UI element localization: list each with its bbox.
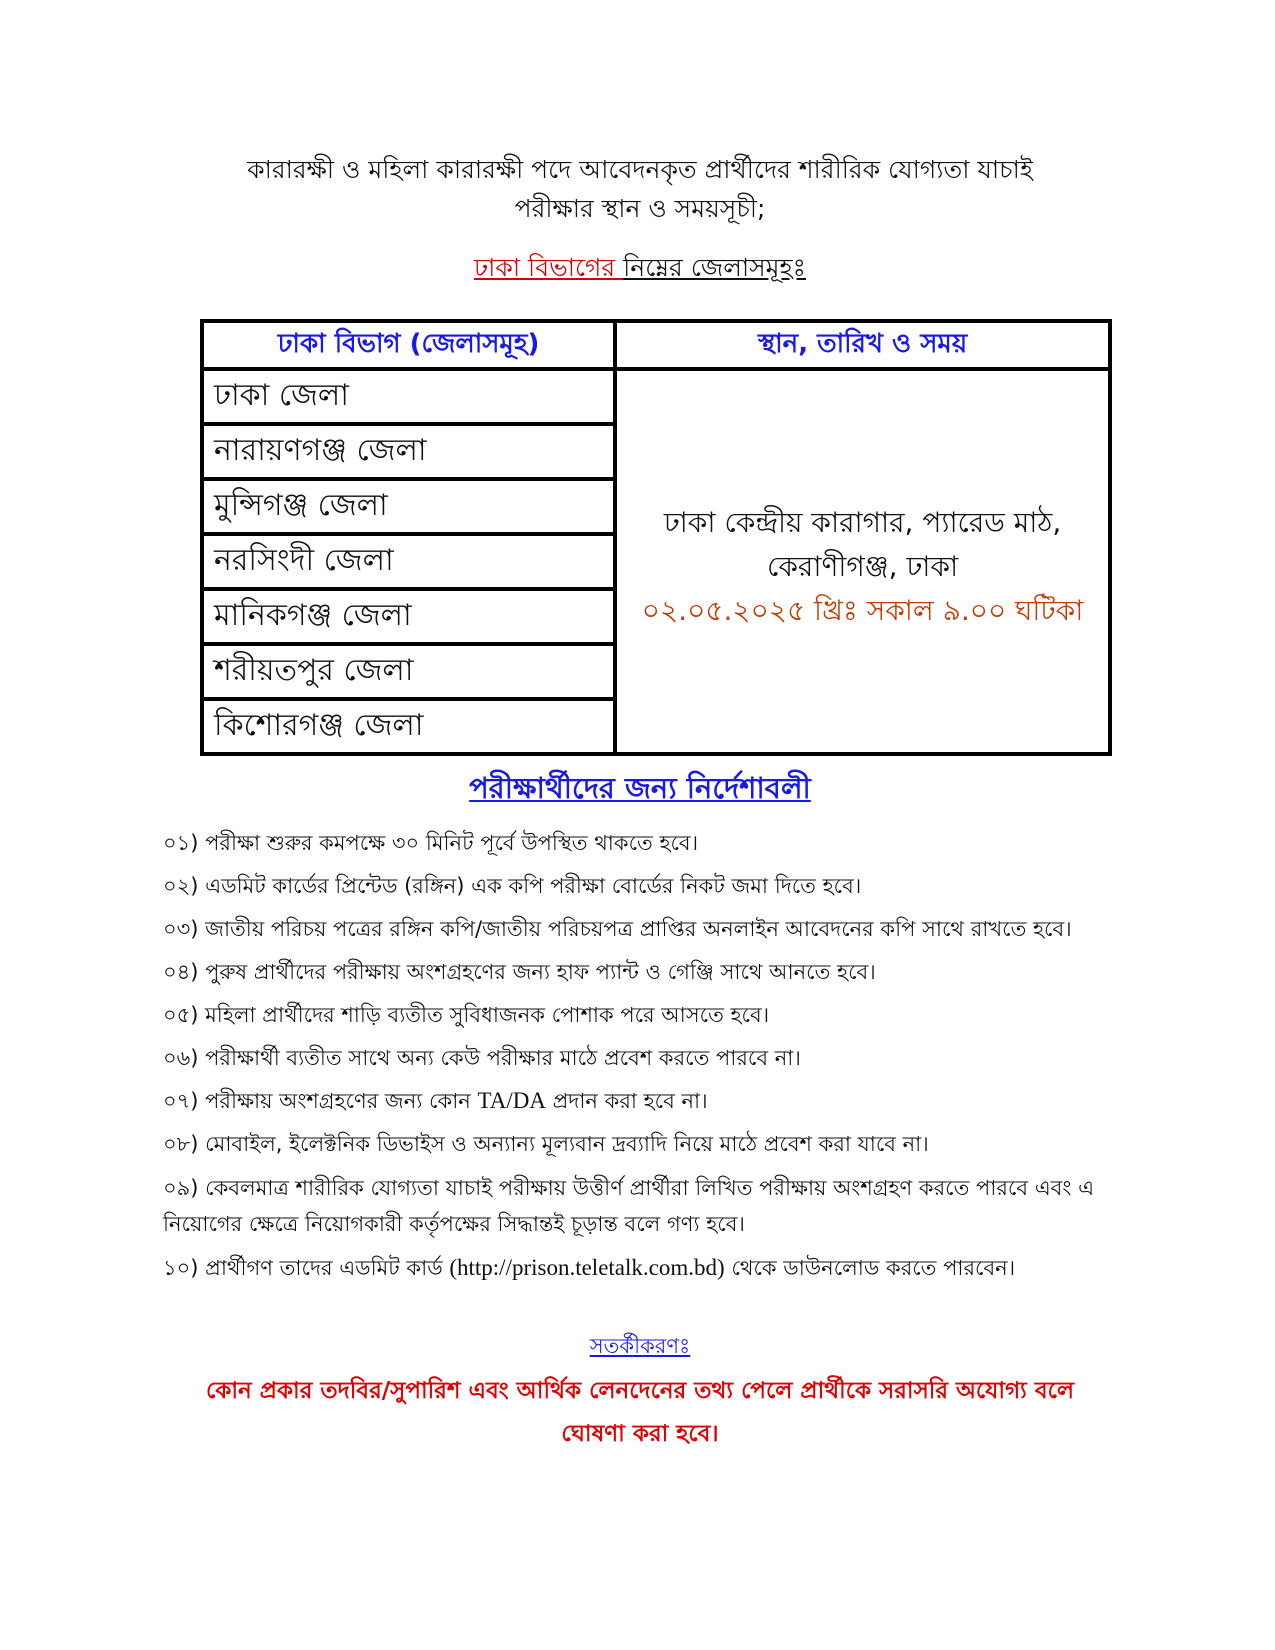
exam-datetime: ০২.০৫.২০২৫ খ্রিঃ সকাল ৯.০০ ঘটিকা xyxy=(641,593,1084,627)
item10-text-pre: ১০) প্রার্থীগণ তাদের এডমিট কার্ড xyxy=(163,1256,450,1280)
instructions-list xyxy=(163,826,1143,1294)
list-item: ০২) এডমিট কার্ডের প্রিন্টেড (রঙ্গিন) এক কপি পরীক্ষা বোর্ডের নিকট জমা দিতে হবে। xyxy=(163,874,862,898)
item7-tada: TA/DA xyxy=(477,1088,546,1113)
venue-line-2: কেরাণীগঞ্জ, ঢাকা xyxy=(766,549,959,583)
district-cell: মানিকগঞ্জ জেলা xyxy=(202,589,615,644)
division-heading-black: নিম্নের জেলাসমূহঃ xyxy=(623,253,807,282)
district-cell: মুন্সিগঞ্জ জেলা xyxy=(202,479,615,534)
venue-column-header: স্থান, তারিখ ও সময় xyxy=(615,321,1110,369)
table-row xyxy=(202,369,1110,424)
warning-text: কোন প্রকার তদবির/সুপারিশ এবং আর্থিক লেনদেনের তথ্য পেলে প্রার্থীকে সরাসরি অযোগ্য বলে ঘোষণা করা হবে। xyxy=(205,1378,1075,1447)
table-header-row xyxy=(202,321,1110,369)
item7-text-pre: ০৭) পরীক্ষায় অংশগ্রহণের জন্য কোন xyxy=(163,1089,478,1113)
venue-cell xyxy=(615,369,1110,754)
heading-line-2: পরীক্ষার স্থান ও সময়সূচী; xyxy=(514,194,766,223)
district-column-header: ঢাকা বিভাগ (জেলাসমূহ) xyxy=(202,321,615,369)
warning-title: সতর্কীকরণঃ xyxy=(589,1334,691,1358)
list-item: ০৬) পরীক্ষার্থী ব্যতীত সাথে অন্য কেউ পরীক্ষার মাঠে প্রবেশ করতে পারবে না। xyxy=(163,1046,801,1070)
list-item xyxy=(163,1084,1143,1118)
admit-card-url: (http://prison.teletalk.com.bd) xyxy=(449,1255,725,1280)
notice-heading xyxy=(140,150,1140,228)
instructions-title: পরীক্ষার্থীদের জন্য নির্দেশাবলী xyxy=(469,771,811,805)
list-item: ০৪) পুরুষ প্রার্থীদের পরীক্ষায় অংশগ্রহণের জন্য হাফ প্যান্ট ও গেঞ্জি সাথে আনতে হবে। xyxy=(163,960,876,984)
division-heading-red: ঢাকা বিভাগের xyxy=(473,253,624,282)
venue-line-1: ঢাকা কেন্দ্রীয় কারাগার, প্যারেড মাঠ, xyxy=(663,505,1062,539)
district-cell: নারায়ণগঞ্জ জেলা xyxy=(202,424,615,479)
district-cell: ঢাকা জেলা xyxy=(202,369,615,424)
list-item xyxy=(163,1251,1143,1285)
item7-text-post: প্রদান করা হবে না। xyxy=(545,1089,708,1113)
district-cell: নরসিংদী জেলা xyxy=(202,534,615,589)
list-item: ০৯) কেবলমাত্র শারীরিক যোগ্যতা যাচাই পরীক্ষায় উত্তীর্ণ প্রার্থীরা লিখিত পরীক্ষায় অংশগ্রহণ করতে পারবে এবং এ নিয়োগের ক্ষেত্রে নিয়োগকারী কর্তৃপক্ষের সিদ্ধান্তই চূড়ান্ত বলে গণ্য হবে। xyxy=(163,1176,1095,1236)
list-item: ০১) পরীক্ষা শুরুর কমপক্ষে ৩০ মিনিট পূর্বে উপস্থিত থাকতে হবে। xyxy=(163,831,699,855)
division-heading xyxy=(140,250,1140,286)
list-item: ০৮) মোবাইল, ইলেক্টনিক ডিভাইস ও অন্যান্য মূল্যবান দ্রব্যাদি নিয়ে মাঠে প্রবেশ করা যাবে না। xyxy=(163,1132,929,1156)
schedule-table xyxy=(200,319,1112,756)
district-cell: শরীয়তপুর জেলা xyxy=(202,644,615,699)
list-item: ০৩) জাতীয় পরিচয় পত্রের রঙ্গিন কপি/জাতীয় পরিচয়পত্র প্রাপ্তির অনলাইন আবেদনের কপি সাথে রাখতে হবে। xyxy=(163,917,1072,941)
item10-text-post: থেকে ডাউনলোড করতে পারবেন। xyxy=(724,1256,1016,1280)
list-item: ০৫) মহিলা প্রার্থীদের শাড়ি ব্যতীত সুবিধাজনক পোশাক পরে আসতে হবে। xyxy=(163,1003,770,1027)
heading-line-1: কারারক্ষী ও মহিলা কারারক্ষী পদে আবেদনকৃত প্রার্থীদের শারীরিক যোগ্যতা যাচাই xyxy=(247,155,1033,184)
district-cell: কিশোরগঞ্জ জেলা xyxy=(202,699,615,754)
